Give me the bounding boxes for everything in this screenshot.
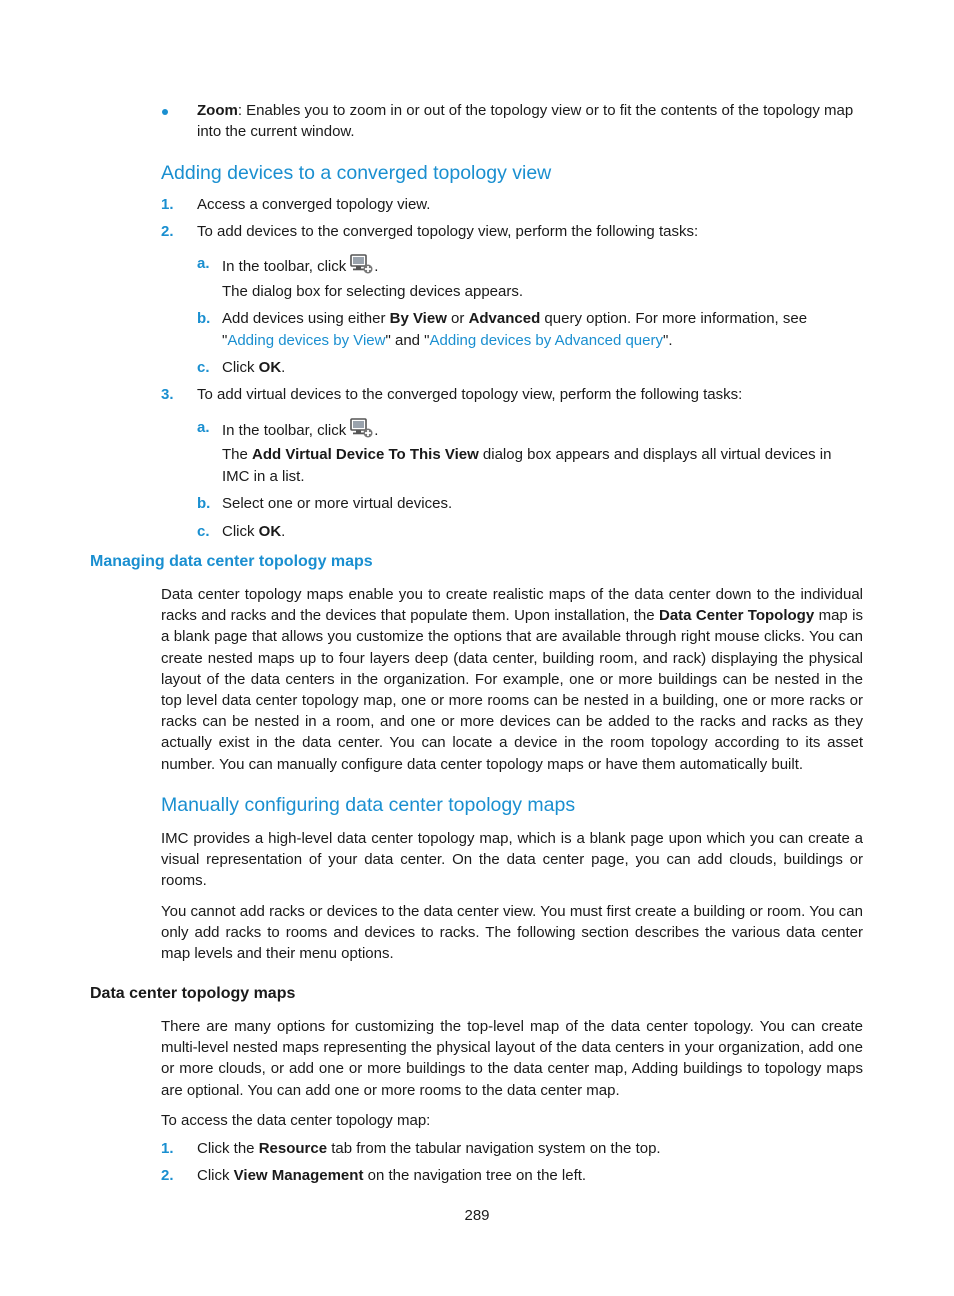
step-text: Click View Management on the navigation tree on the left.: [197, 1167, 587, 1184]
zoom-term: Zoom: [197, 102, 238, 119]
substep-label: a.: [197, 255, 210, 272]
page-number: 289: [464, 1207, 490, 1224]
substep-note-cont: IMC in a list.: [222, 468, 305, 485]
step-text: To add devices to the converged topology view, perform the following tasks:: [197, 223, 699, 240]
substep-text: In the toolbar, click .: [222, 253, 378, 277]
paragraph: You cannot add racks or devices to the data center view. You must first create a building or room. You can only add racks to rooms and devices to racks. The following section describes the various data center map levels and their menu options.: [161, 903, 863, 963]
substep-label: c.: [197, 523, 210, 540]
substep-text: Click OK.: [222, 359, 286, 376]
substep-note: The Add Virtual Device To This View dialog box appears and displays all virtual devices in: [222, 446, 832, 463]
substep-text: Click OK.: [222, 523, 286, 540]
substep-label: b.: [197, 310, 211, 327]
substep-label: c.: [197, 359, 210, 376]
substep-label: a.: [197, 419, 210, 436]
step-number: 1.: [161, 196, 174, 213]
step-number: 1.: [161, 1140, 174, 1157]
step-text: To add virtual devices to the converged topology view, perform the following tasks:: [197, 386, 743, 403]
paragraph: To access the data center topology map:: [161, 1112, 431, 1129]
paragraph: There are many options for customizing the top-level map of the data center topology. You can create multi-level nested maps representing the physical layout of the data centers in your organization, add one or more clouds, or add one or more buildings to the data center map, Adding buildings to topology maps are optional. You can add one or more rooms to the data center map.: [161, 1018, 863, 1099]
heading-manually-configuring: Manually configuring data center topology maps: [161, 794, 576, 816]
zoom-bullet-line2: into the current window.: [197, 123, 355, 140]
step-number: 2.: [161, 223, 174, 240]
paragraph: Data center topology maps enable you to create realistic maps of the data center down to the individual racks and racks and the devices that populate them. Upon installation, the Data Center Topology map is a blank page that allows you customize the options that are available through right mouse clicks. You can create nested maps up to four layers deep (data center, building room, and rack) displaying the physical layout of the data centers in the organization. For example, one or more buildings can be nested in the top level data center topology map, one or more rooms can be nested in a building, one or more racks or racks can be nested in a room, and one or more devices can be added to the racks and racks as they actually exist in the data center. You can locate a device in the room topology according to its asset number. You can manually configure data center topology maps or have them automatically built.: [161, 586, 863, 773]
heading-dc-topology-maps: Data center topology maps: [90, 985, 296, 1002]
substep-text: Add devices using either By View or Advanced query option. For more information, see: [222, 310, 808, 327]
add-device-icon[interactable]: [350, 253, 374, 275]
bullet-icon: [162, 109, 168, 115]
substep-text: In the toolbar, click .: [222, 417, 378, 441]
substep-note: The dialog box for selecting devices appears.: [222, 283, 524, 300]
substep-label: b.: [197, 495, 211, 512]
substep-links: "Adding devices by View" and "Adding devices by Advanced query".: [222, 332, 673, 349]
link-adding-devices-by-view[interactable]: Adding devices by View: [227, 332, 386, 349]
step-number: 2.: [161, 1167, 174, 1184]
step-number: 3.: [161, 386, 174, 403]
heading-managing-dc-maps: Managing data center topology maps: [90, 553, 373, 570]
step-text: Access a converged topology view.: [197, 196, 431, 213]
step-text: Click the Resource tab from the tabular navigation system on the top.: [197, 1140, 661, 1157]
add-device-icon[interactable]: [350, 417, 374, 439]
zoom-bullet-line1: Zoom: Enables you to zoom in or out of the topology view or to fit the contents of the topology map: [197, 102, 854, 119]
substep-text: Select one or more virtual devices.: [222, 495, 453, 512]
link-adding-devices-by-advanced-query[interactable]: Adding devices by Advanced query: [429, 332, 663, 349]
paragraph: IMC provides a high-level data center topology map, which is a blank page upon which you can create a visual representation of your data center. On the data center page, you can add clouds, buildings or rooms.: [161, 830, 863, 890]
heading-adding-devices: Adding devices to a converged topology view: [161, 162, 552, 184]
